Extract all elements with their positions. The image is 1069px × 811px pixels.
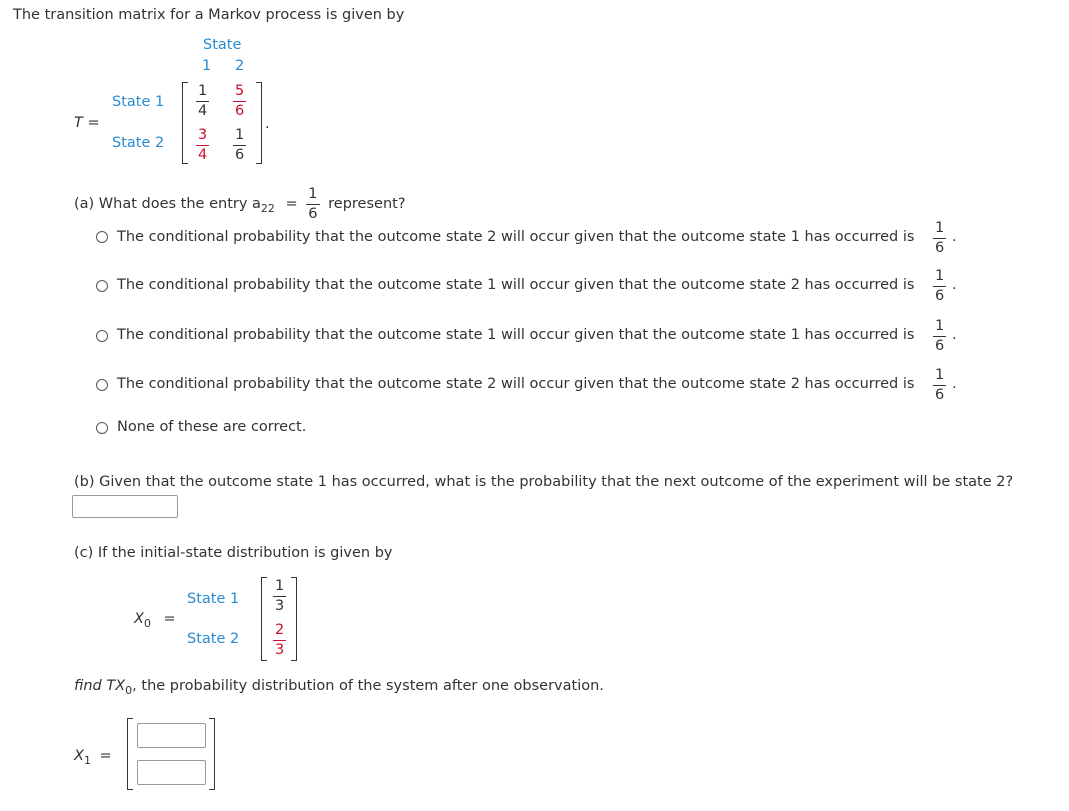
part-b-answer-input[interactable] [72,495,178,518]
x0-cell-1: $\frac{1}{3}$ [275,578,285,614]
state-header: State [203,37,242,53]
option-4-text[interactable]: The conditional probability that the outcome state 2 will occur given that the outcome state 2 has occurred is [117,376,915,392]
col-label-1: 1 [202,58,212,74]
matrix-period: . [265,116,270,132]
option-2-fraction: $\frac{1}{6}$ [935,268,945,304]
part-b-question: (b) Given that the outcome state 1 has occurred, what is the probability that the next outcome of the experiment will be state 2? [74,474,1014,490]
option-2-radio[interactable] [96,280,108,292]
cell-1-2: $\frac{5}{6}$ [235,83,245,119]
option-3-radio[interactable] [96,330,108,342]
intro-text: The transition matrix for a Markov process is given by [13,7,405,23]
option-5-radio[interactable] [96,422,108,434]
part-c-find-text: find $TX_0$, the probability distribution of the system after one observation. [74,678,604,697]
cell-2-2: $\frac{1}{6}$ [235,127,245,163]
x1-right-bracket [209,718,215,790]
x1-label: $X_1$ = [74,748,112,767]
col-label-2: 2 [235,58,245,74]
option-1-text[interactable]: The conditional probability that the outcome state 2 will occur given that the outcome state 1 has occurred is [117,229,915,245]
x0-label: $X_0$ = [134,611,176,630]
option-1-fraction: $\frac{1}{6}$ [935,220,945,256]
row-label-state-2: State 2 [112,135,165,151]
option-1-radio[interactable] [96,231,108,243]
option-5-text[interactable]: None of these are correct. [117,419,307,435]
right-bracket [256,82,262,164]
left-bracket [182,82,188,164]
x0-cell-2: $\frac{2}{3}$ [275,622,285,658]
option-2-period: . [952,277,957,293]
option-4-fraction: $\frac{1}{6}$ [935,367,945,403]
part-a-question: (a) What does the entry $a_{22}$ = $\frac{1}{6}$ represent? [74,186,406,222]
part-c-intro: (c) If the initial-state distribution is given by [74,545,393,561]
cell-2-1: $\frac{3}{4}$ [198,127,208,163]
cell-1-1: $\frac{1}{4}$ [198,83,208,119]
x0-left-bracket [261,577,267,661]
x0-row-state-2: State 2 [187,631,240,647]
option-2-text[interactable]: The conditional probability that the outcome state 1 will occur given that the outcome state 2 has occurred is [117,277,915,293]
option-4-period: . [952,376,957,392]
option-4-radio[interactable] [96,379,108,391]
x0-right-bracket [291,577,297,661]
row-label-state-1: State 1 [112,94,165,110]
x1-answer-state-2[interactable] [137,760,206,785]
option-3-fraction: $\frac{1}{6}$ [935,318,945,354]
matrix-T-label: T = [74,115,100,131]
x0-row-state-1: State 1 [187,591,240,607]
option-3-period: . [952,327,957,343]
option-3-text[interactable]: The conditional probability that the outcome state 1 will occur given that the outcome state 1 has occurred is [117,327,915,343]
x1-answer-state-1[interactable] [137,723,206,748]
x1-left-bracket [127,718,133,790]
option-1-period: . [952,229,957,245]
